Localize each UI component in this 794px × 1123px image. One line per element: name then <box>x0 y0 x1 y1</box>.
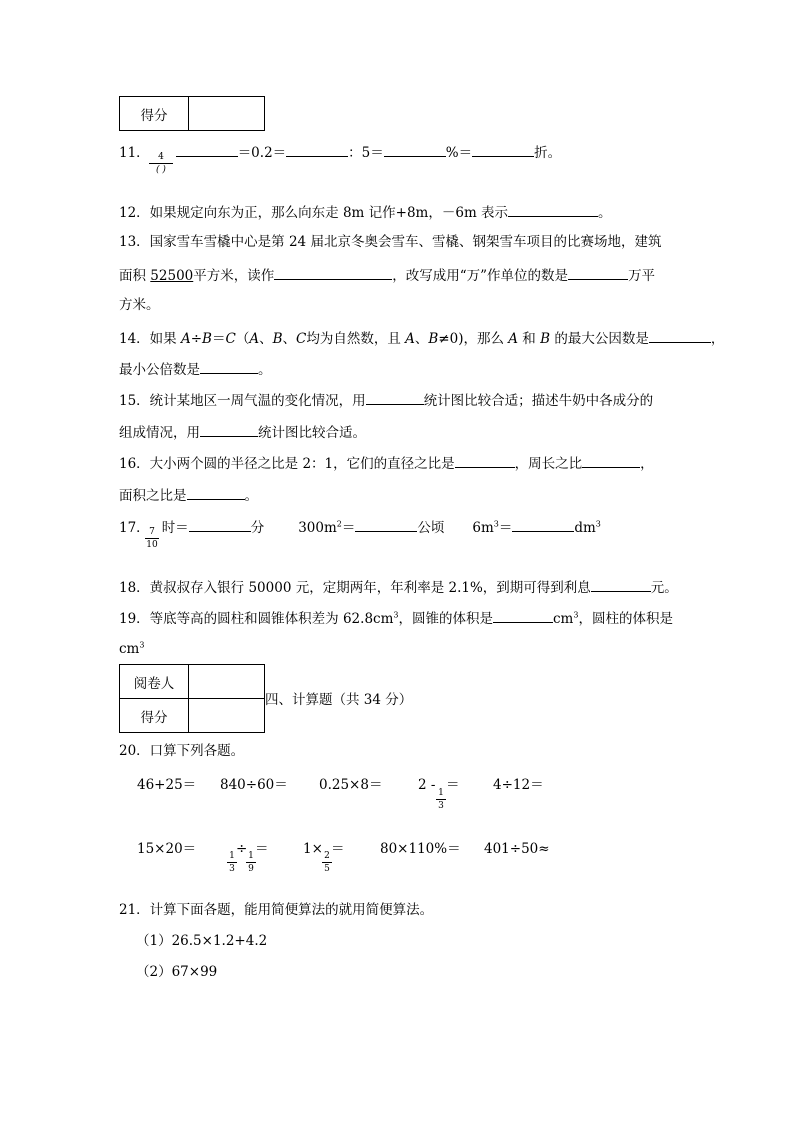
fraction: 1 3 <box>436 788 446 811</box>
answer-blank[interactable] <box>355 517 417 532</box>
question-15-line2: 组成情况，用 统计图比较合适。 <box>119 422 366 442</box>
question-15-line1: 15．统计某地区一周气温的变化情况，用 统计图比较合适；描述牛奶中各成分的 <box>119 390 653 410</box>
oral-calc: 80×110%＝ <box>380 841 461 857</box>
question-21-title: 21．计算下面各题，能用简便算法的就用简便算法。 <box>119 902 434 918</box>
oral-calc: 46+25＝ <box>137 777 197 793</box>
question-16-line2: 面积之比是 。 <box>119 485 258 505</box>
score-cell[interactable] <box>189 97 265 131</box>
answer-blank[interactable] <box>286 142 348 157</box>
answer-blank[interactable] <box>568 265 628 280</box>
oral-calc: ＝ <box>331 841 345 857</box>
question-14-line1: 14．如果 A÷B＝C（A、B、C均为自然数，且 A、B≠0)，那么 A 和 B 的最大公因数是 ， <box>119 328 724 348</box>
fraction: 7 10 <box>146 527 158 550</box>
question-11: 11． ＝0.2＝ ：5＝ %＝ 折。 <box>119 142 561 162</box>
question-13-line1: 13．国家雪车雪橇中心是第 24 届北京冬奥会雪车、雪橇、钢架雪车项目的比赛场地，建筑 <box>119 234 662 250</box>
oral-calc: 1× <box>303 841 323 857</box>
fraction: 1 3 <box>227 851 237 874</box>
answer-blank[interactable] <box>200 359 258 374</box>
answer-blank[interactable] <box>200 422 258 437</box>
question-19-line2: $cm^3$ <box>119 640 145 657</box>
answer-blank[interactable] <box>366 390 424 405</box>
fraction: 1 9 <box>246 851 256 874</box>
answer-blank[interactable] <box>493 608 553 623</box>
question-17: 17． 时＝ 分 $300m^2=$ 公顷 $6m^3= dm^3$ <box>119 517 601 537</box>
oral-calc: ＝ <box>255 841 269 857</box>
answer-blank[interactable] <box>512 517 574 532</box>
oral-calc: 2 - <box>418 777 436 793</box>
oral-calc: ＝ <box>446 777 460 793</box>
reviewer-label: 阅卷人 <box>120 665 189 699</box>
oral-calc: ÷ <box>236 841 248 857</box>
oral-calc: 4÷12＝ <box>493 777 544 793</box>
answer-blank[interactable] <box>176 142 238 157</box>
question-13-line2: 面积 52500平方米，读作 ，改写成用“万”作单位的数是 万平 <box>119 265 655 285</box>
question-18: 18．黄叔叔存入银行 50000 元，定期两年，年利率是 2.1%，到期可得到利息 元。 <box>119 577 678 597</box>
answer-blank[interactable] <box>189 517 251 532</box>
answer-blank[interactable] <box>274 265 392 280</box>
score-table-mid <box>119 664 265 733</box>
answer-blank[interactable] <box>187 485 245 500</box>
question-13-line3: 方米。 <box>119 297 160 313</box>
oral-calc: 15×20＝ <box>137 841 197 857</box>
answer-blank[interactable] <box>508 202 598 217</box>
question-20-title: 20．口算下列各题。 <box>119 743 245 759</box>
question-16-line1: 16．大小两个圆的半径之比是 2：1，它们的直径之比是 ，周长之比 ， <box>119 453 654 473</box>
fraction: 4 ( ) <box>149 152 173 175</box>
oral-calc: 0.25×8＝ <box>319 777 383 793</box>
question-12: 12．如果规定向东为正，那么向东走 8m 记作+8m，－6m 表示 。 <box>119 202 612 222</box>
score-label: 得分 <box>120 97 189 131</box>
answer-blank[interactable] <box>591 577 651 592</box>
section-title: 四、计算题（共 34 分） <box>265 692 413 708</box>
score-label: 得分 <box>120 699 189 733</box>
answer-blank[interactable] <box>582 453 640 468</box>
answer-blank[interactable] <box>472 142 534 157</box>
question-21-item-1: （1）26.5×1.2+4.2 <box>136 933 268 949</box>
answer-blank[interactable] <box>649 328 711 343</box>
answer-blank[interactable] <box>384 142 446 157</box>
oral-calc: 840÷60＝ <box>220 777 288 793</box>
oral-calc: 401÷50≈ <box>484 841 550 857</box>
reviewer-cell[interactable] <box>189 665 265 699</box>
answer-blank[interactable] <box>455 453 515 468</box>
question-14-line2: 最小公倍数是 。 <box>119 359 272 379</box>
score-cell[interactable] <box>189 699 265 733</box>
score-table-top <box>119 96 265 131</box>
question-19-line1: 19．等底等高的圆柱和圆锥体积差为 $62.8cm^3$，圆锥的体积是 $cm^3$，圆柱的体积是 <box>119 608 673 628</box>
question-21-item-2: （2）67×99 <box>136 964 218 980</box>
fraction: 2 5 <box>322 851 332 874</box>
